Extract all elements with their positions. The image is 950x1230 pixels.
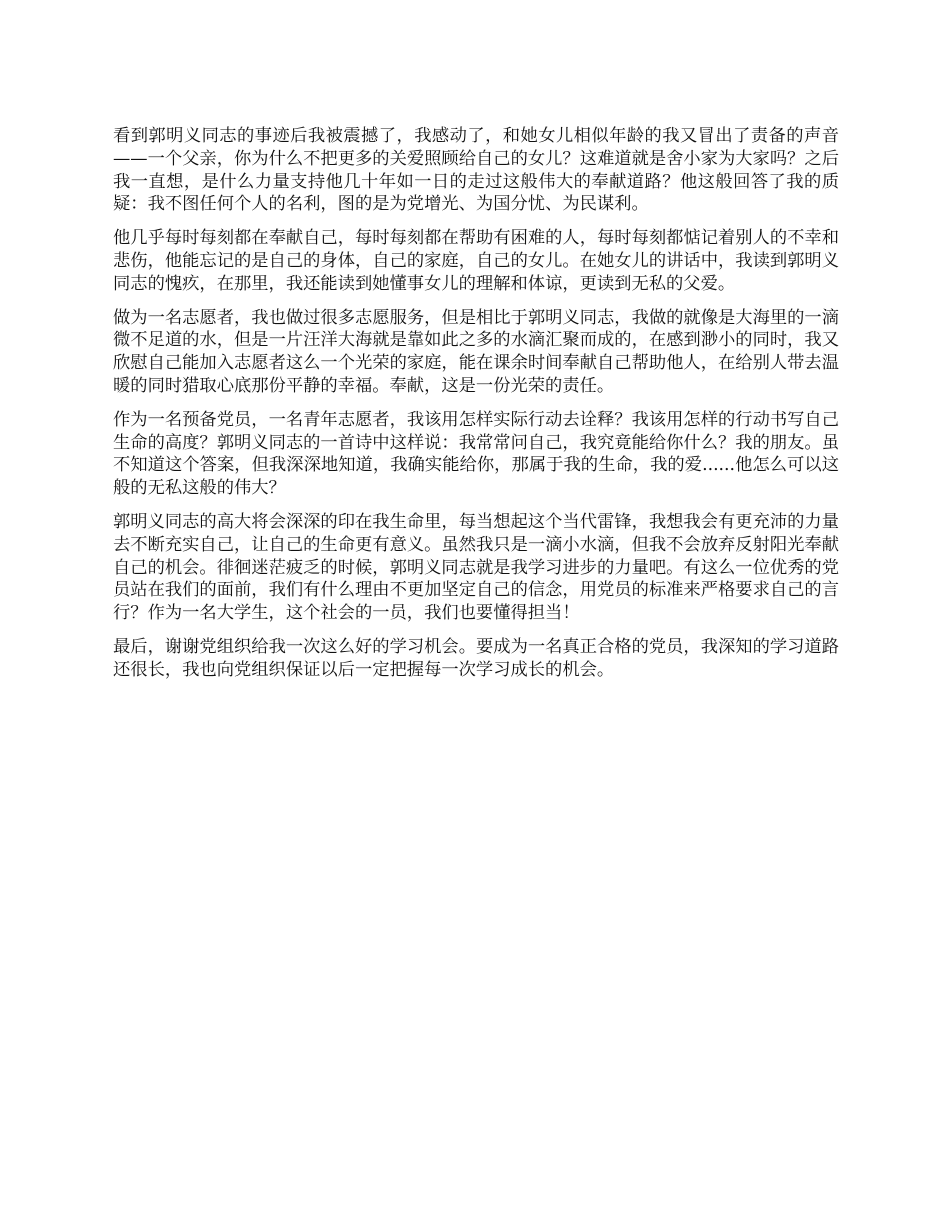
paragraph-5: 郭明义同志的高大将会深深的印在我生命里，每当想起这个当代雷锋，我想我会有更充沛的力量去不断充实自己，让自己的生命更有意义。虽然我只是一滴小水滴，但我不会放弃反射阳光奉献自己的机会。徘徊迷茫疲乏的时候，郭明义同志就是我学习进步的力量吧。有这么一位优秀的党员站在我们的面前，我们有什么理由不更加坚定自己的信念，用党员的标准来严格要求自己的言行？作为一名大学生，这个社会的一员，我们也要懂得担当！ <box>113 511 839 624</box>
paragraph-3: 做为一名志愿者，我也做过很多志愿服务，但是相比于郭明义同志，我做的就像是大海里的一滴微不足道的水，但是一片汪洋大海就是靠如此之多的水滴汇聚而成的，在感到渺小的同时，我又欣慰自己能加入志愿者这么一个光荣的家庭，能在课余时间奉献自己帮助他人，在给别人带去温暖的同时猎取心底那份平静的幸福。奉献，这是一份光荣的责任。 <box>113 307 839 396</box>
paragraph-4: 作为一名预备党员，一名青年志愿者，我该用怎样实际行动去诠释？我该用怎样的行动书写自己生命的高度？郭明义同志的一首诗中这样说：我常常问自己，我究竟能给你什么？我的朋友。虽不知道这个答案，但我深深地知道，我确实能给你，那属于我的生命，我的爱......他怎么可以这般的无私这般的伟大？ <box>113 409 839 499</box>
document-body <box>113 125 839 693</box>
paragraph-1: 看到郭明义同志的事迹后我被震撼了，我感动了，和她女儿相似年龄的我又冒出了责备的声音——一个父亲，你为什么不把更多的关爱照顾给自己的女儿？这难道就是舍小家为大家吗？之后我一直想，是什么力量支持他几十年如一日的走过这般伟大的奉献道路？他这般回答了我的质疑：我不图任何个人的名利，图的是为党增光、为国分忧、为民谋利。 <box>113 126 839 215</box>
paragraph-2: 他几乎每时每刻都在奉献自己，每时每刻都在帮助有困难的人，每时每刻都惦记着别人的不幸和悲伤，他能忘记的是自己的身体，自己的家庭，自己的女儿。在她女儿的讲话中，我读到郭明义同志的愧疚，在那里，我还能读到她懂事女儿的理解和体谅，更读到无私的父爱。 <box>113 228 839 294</box>
paragraph-6: 最后，谢谢党组织给我一次这么好的学习机会。要成为一名真正合格的党员，我深知的学习道路还很长，我也向党组织保证以后一定把握每一次学习成长的机会。 <box>113 636 839 680</box>
